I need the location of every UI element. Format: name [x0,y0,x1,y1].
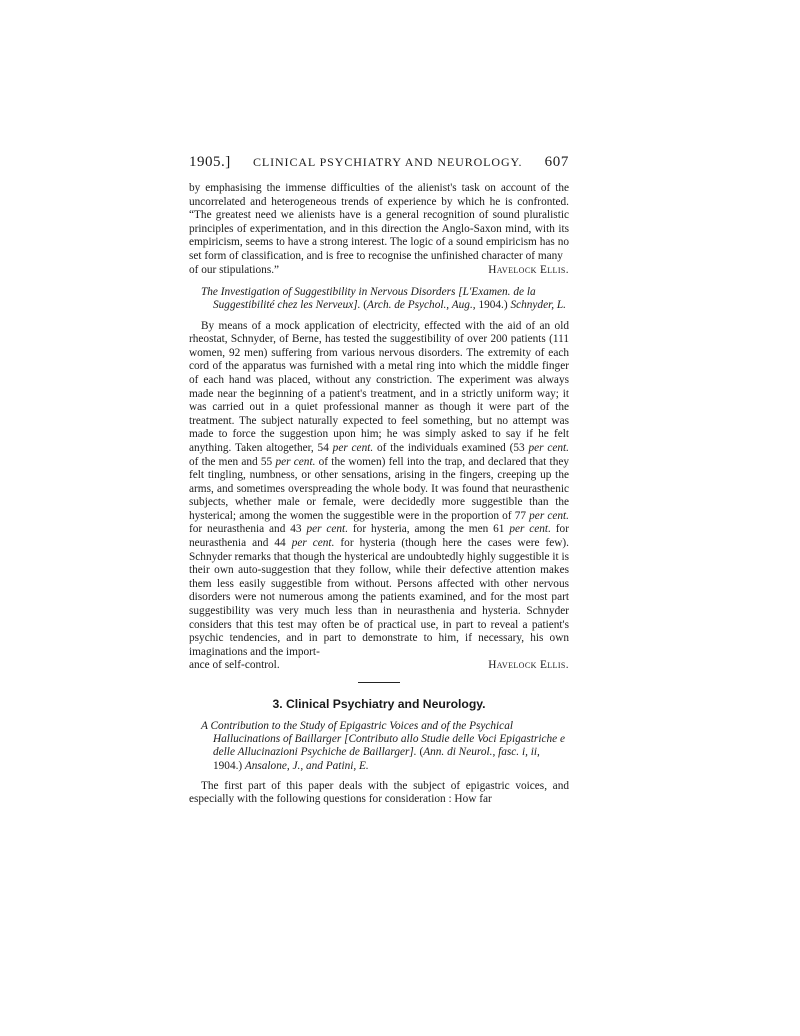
page-number: 607 [544,154,569,170]
entry-citation-year: 1904.) [213,759,243,772]
reviewer-signature: Havelock Ellis. [488,263,569,276]
section-divider [358,682,400,683]
italic-run: per cent. [528,441,569,454]
review-entry-heading: The Investigation of Suggestibility in Nervous Disorders [L'Examen. de la Suggestibilité chez les Nerveux]. (Arch. de Psychol., Aug., 1904.) Schnyder, L. [201,286,566,312]
italic-run: per cent. [291,537,335,550]
paragraph-last-line: of our stipulations.” [189,263,280,276]
italic-run: per cent. [509,523,551,536]
review-entry-heading: A Contribution to the Study of Epigastric Voices and of the Psychical Hallucinations of Baillarger [Contributo allo Studie delle Voci Epigastriche e delle Allucinazioni Psychiche de Baillarger]. (Ann. di Neurol., fasc. i, ii, 1904.) Ansalone, J., and Patini, E. [201,720,565,772]
review-body-paragraph [189,320,569,660]
entry-translated-title: [Contributo allo Studie delle Voci Epigastriche e delle Allucinazioni Psychiche de Baillarger]. [213,733,565,759]
paragraph-closing-line [189,264,569,278]
entry-title: The Investigation of Suggestibility in Nervous Disorders [201,286,456,299]
reviewer-signature: Havelock Ellis. [488,659,569,672]
running-head-title: CLINICAL PSYCHIATRY AND NEUROLOGY. [252,155,523,169]
entry-translated-title: [L'Examen. de la Suggestibilité chez les Nerveux]. [213,286,536,312]
book-page [189,154,569,807]
italic-run: per cent. [275,455,316,468]
entry-citation-journal: Ann. di Neurol., fasc. i, ii, [423,746,540,759]
paragraph-continued: by emphasising the immense difficulties of the alienist's task on account of the uncorrelated and heterogeneous trends of experience by which he is confronted. “The greatest need we alienists have is a general recognition of sound pluralistic principles of experimentation, and in this direction the Anglo-Saxon mind, with its empiricism, seems to have a strong interest. The logic of a sound empiricism has no set form of classification, and is free to recognise the unfinished character of many [189,182,569,262]
text-run: for hysteria (though here the cases were few). Schnyder remarks that though the hysterical are undoubtedly highly suggestible it is their own auto-suggestion that they follow, while their defective attention makes them less easily suggestible from without. Persons affected with other nervous disorders were not numerous among the patients examined, and for the most part suggestibility was very much less than in neurasthenia and hysteria. Schnyder considers that this test may often be of practical use, in part to reveal a patient's psychic tendencies, and in part to demonstrate to him, if necessary, his own imaginations and the import- [189,537,570,658]
entry-author: Schnyder, L. [510,299,566,312]
text-run: for neurasthenia and 43 [189,523,302,536]
text-run: for hysteria, among the men 61 [352,523,505,536]
entry-title: A Contribution to the Study of Epigastric Voices and of the Psychical Hallucinations of Baillarger [201,720,513,746]
text-run: for neurasthenia and 44 [189,523,569,550]
text-run: By means of a mock application of electricity, effected with the aid of an old rheostat, Schnyder, of Berne, has tested the suggestibility of over 200 patients (111 women, 92 men) suffering from various nervous disorders. The extremity of each cord of the apparatus was furnished with a metal ring into which the middle finger of each hand was placed, without any constriction. The experiment was always made near the beginning of a patient's treatment, and in a strictly uniform way; it was carried out in a quiet professional manner as though it were part of the treatment. The subject naturally expected to feel something, but no attempt was made to force the suggestion upon him; he was simply asked to say if he felt anything. Taken altogether, 54 [189,319,569,454]
running-head-year: 1905.] [189,154,231,170]
entry-citation-journal: Arch. de Psychol., Aug., [367,299,476,312]
paragraph-closing-line [189,659,569,673]
paragraph-last-line: ance of self-control. [189,659,280,672]
italic-run: per cent. [306,523,349,536]
text-run: of the individuals examined (53 [377,441,525,454]
entry-citation-year: 1904.) [478,299,508,312]
italic-run: per cent. [332,441,374,454]
entry-author: Ansalone, J., and Patini, E. [244,759,369,772]
section-heading: 3. Clinical Psychiatry and Neurology. [272,697,486,711]
text-run: of the women) fell into the trap, and declared that they felt tingling, numbness, or other sensations, arising in the fingers, creeping up the arms, and sometimes overspreading the whole body. It was found that neurasthenic subjects, whether male or female, were decidedly more suggestible than the hysterical; among the women the suggestible were in the proportion of 77 [189,455,570,522]
text-run: of the men and 55 [189,455,273,468]
review-body-paragraph: The first part of this paper deals with the subject of epigastric voices, and especially with the following questions for consideration : How far [189,779,569,806]
italic-run: per cent. [529,509,569,522]
running-head [189,154,569,174]
